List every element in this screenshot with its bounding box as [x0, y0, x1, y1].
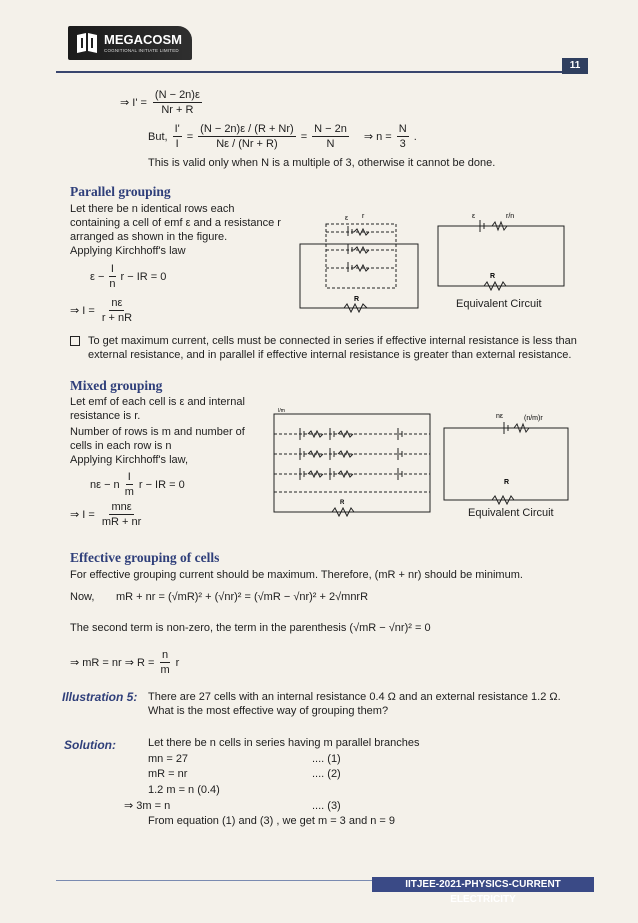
solution-eq-1: mn = 27 — [148, 753, 189, 765]
brand-logo — [68, 26, 192, 60]
equals: = — [186, 130, 194, 143]
eq-part: r − IR = 0 — [120, 270, 167, 283]
illustration-label: Illustration 5: — [62, 690, 138, 704]
mixed-equation-b — [70, 500, 143, 529]
parallel-equivalent-caption: Equivalent Circuit — [456, 298, 542, 310]
brand-name: MEGACOSM — [104, 32, 182, 47]
note-line-2: external resistance, and in parallel if effective internal resistance is greater than external resistance. — [88, 349, 572, 361]
eq-part: ⇒ I = — [70, 508, 95, 521]
checkbox-bullet-icon — [70, 336, 80, 346]
parallel-text-4: Applying Kirchhoff's law — [70, 245, 186, 257]
numerator: I — [127, 471, 131, 483]
external-resistor-label: R — [340, 500, 345, 506]
mixed-circuit-diagram — [270, 404, 436, 520]
emf-label: ε — [345, 215, 349, 222]
effective-result — [70, 648, 179, 677]
section-title-mixed: Mixed grouping — [70, 378, 163, 393]
illustration-line-2: What is the most effective way of grouping them? — [148, 705, 389, 717]
eq-part: r — [175, 656, 180, 669]
parallel-equation-b — [70, 296, 134, 325]
mixed-text-5: Applying Kirchhoff's law, — [70, 454, 189, 466]
eq-part: ⇒ I = — [70, 304, 95, 317]
solution-label: Solution: — [64, 738, 116, 752]
numerator: (N − 2n)ε / (R + Nr) — [200, 123, 294, 135]
parallel-text-1: Let there be n identical rows each — [70, 203, 235, 215]
emf-label: nε — [496, 413, 504, 420]
denominator: 3 — [399, 138, 406, 150]
footer-banner: IITJEE-2021-PHYSICS-CURRENT ELECTRICITY — [372, 877, 594, 892]
effective-text-1: For effective grouping current should be maximum. Therefore, (mR + nr) should be minimum. — [70, 569, 523, 581]
implies: ⇒ n = — [363, 130, 392, 143]
fraction — [100, 500, 143, 529]
mixed-equivalent-circuit — [440, 410, 574, 506]
solution-tag-2: .... (2) — [312, 768, 341, 780]
solution-eq-2: mR = nr — [148, 768, 188, 780]
denominator: I — [175, 138, 179, 150]
footer-rule — [56, 880, 372, 881]
parallel-circuit-diagram — [296, 206, 424, 318]
denominator: N — [326, 138, 335, 150]
eq-part: ⇒ mR = nr ⇒ R = — [70, 656, 155, 669]
brand-subtitle: COGNITIONAL INITIATE LIMITED — [104, 48, 179, 53]
mixed-equivalent-caption: Equivalent Circuit — [468, 507, 554, 519]
solution-tag-1: .... (1) — [312, 753, 341, 765]
but-label: But, — [148, 130, 168, 143]
fraction — [100, 296, 134, 325]
current-branch-label: I/m — [278, 408, 285, 414]
eq-part: r − IR = 0 — [138, 478, 185, 491]
solution-final: From equation (1) and (3) , we get m = 3 and n = 9 — [148, 815, 396, 827]
period: . — [413, 130, 417, 143]
mixed-equation-a — [90, 470, 185, 499]
denominator: m — [160, 664, 170, 676]
numerator: mnε — [111, 501, 132, 513]
external-resistor-label: R — [354, 296, 360, 303]
numerator: I' — [174, 123, 180, 135]
fraction — [312, 122, 349, 151]
header-rule — [56, 71, 566, 73]
equation-i-prime — [120, 88, 202, 117]
mixed-text-2: resistance is r. — [70, 410, 141, 422]
parallel-text-3: arranged as shown in the figure. — [70, 231, 228, 243]
denominator: r + nR — [101, 312, 133, 324]
internal-resistance-label: r/n — [506, 213, 515, 220]
now-equation: mR + nr = (√mR)² + (√nr)² = (√mR − √nr)² + 2√mnrR — [116, 591, 369, 603]
eq-lhs: ⇒ I' = — [120, 96, 147, 109]
denominator: m — [124, 486, 134, 498]
fraction — [123, 470, 136, 499]
denominator: mR + nr — [101, 516, 142, 528]
fraction — [107, 262, 117, 291]
section-title-effective: Effective grouping of cells — [70, 550, 220, 565]
mixed-text-1: Let emf of each cell is ε and internal — [70, 396, 245, 408]
book-logo-icon — [74, 31, 100, 55]
illustration-line-1: There are 27 cells with an internal resistance 0.4 Ω and an external resistance 1.2 Ω. — [148, 691, 561, 703]
fraction — [198, 122, 296, 151]
resistance-label: r — [362, 213, 365, 220]
equals: = — [300, 130, 308, 143]
external-resistor-label: R — [504, 479, 510, 486]
parallel-equation-a — [90, 262, 166, 291]
numerator: N − 2n — [314, 123, 347, 135]
denominator: Nr + R — [161, 104, 194, 116]
second-term-text: The second term is non-zero, the term in the parenthesis (√mR − √nr)² = 0 — [70, 622, 431, 634]
denominator: n — [109, 278, 116, 290]
page-number: 11 — [562, 58, 588, 74]
parallel-text-2: containing a cell of emf ε and a resistance r — [70, 217, 281, 229]
numerator: N — [398, 123, 407, 135]
eq-part: ε − — [90, 270, 105, 283]
solution-eq-3: 1.2 m = n (0.4) — [148, 784, 220, 796]
solution-tag-4: .... (3) — [312, 800, 341, 812]
solution-line-1: Let there be n cells in series having m parallel branches — [148, 737, 420, 749]
fraction — [158, 648, 171, 677]
now-label: Now, — [70, 591, 95, 603]
fraction — [397, 122, 409, 151]
numerator: I — [110, 263, 114, 275]
fraction — [173, 122, 182, 151]
parallel-equivalent-circuit — [434, 208, 570, 294]
eq-part: nε − n — [90, 478, 120, 491]
mixed-text-4: cells in each row is n — [70, 440, 172, 452]
numerator: nε — [111, 297, 123, 309]
numerator: (N − 2n)ε — [154, 89, 200, 101]
fraction — [153, 88, 202, 117]
mixed-text-3: Number of rows is m and number of — [70, 426, 245, 438]
section-title-parallel: Parallel grouping — [70, 184, 171, 199]
valid-note: This is valid only when N is a multiple of 3, otherwise it cannot be done. — [148, 157, 496, 169]
numerator: n — [161, 649, 169, 661]
emf-label: ε — [472, 213, 476, 220]
equation-but — [148, 122, 417, 151]
denominator: Nε / (Nr + R) — [216, 138, 278, 150]
solution-eq-4: ⇒ 3m = n — [124, 800, 171, 812]
external-resistor-label: R — [490, 273, 496, 280]
internal-resistance-label: (n/m)r — [524, 415, 543, 422]
note-line-1: To get maximum current, cells must be connected in series if effective internal resistance is less than — [88, 335, 577, 347]
